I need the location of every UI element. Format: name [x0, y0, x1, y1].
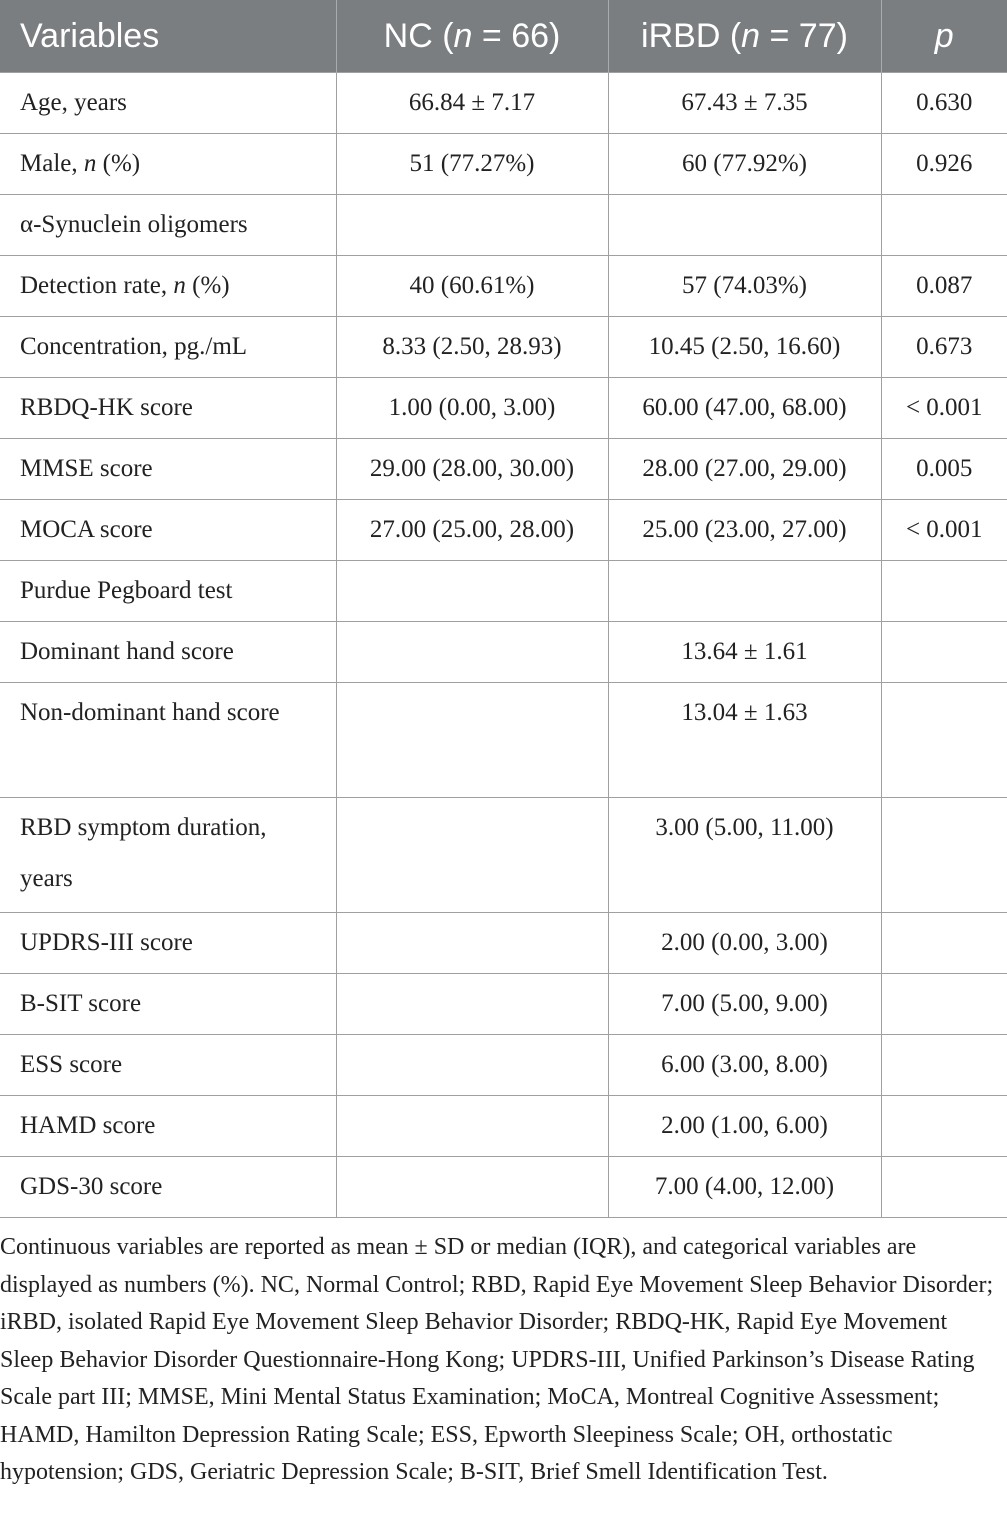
irbd-value: 67.43 ± 7.35	[608, 73, 881, 134]
nc-value	[336, 1035, 608, 1096]
row-label: α-Synuclein oligomers	[0, 195, 336, 256]
table-row	[0, 1096, 1007, 1157]
nc-value: 66.84 ± 7.17	[336, 73, 608, 134]
table-row	[0, 73, 1007, 134]
nc-value	[336, 798, 608, 913]
row-label: GDS-30 score	[0, 1157, 336, 1218]
row-label: RBD symptom duration, years	[0, 798, 336, 913]
header-nc-prefix: NC (	[383, 16, 454, 55]
row-label	[0, 134, 336, 195]
irbd-value: 25.00 (23.00, 27.00)	[608, 500, 881, 561]
nc-value	[336, 1157, 608, 1218]
p-value	[881, 913, 1007, 974]
irbd-value	[608, 195, 881, 256]
nc-value: 51 (77.27%)	[336, 134, 608, 195]
irbd-value: 2.00 (1.00, 6.00)	[608, 1096, 881, 1157]
nc-value	[336, 622, 608, 683]
nc-value: 40 (60.61%)	[336, 256, 608, 317]
irbd-value: 60 (77.92%)	[608, 134, 881, 195]
irbd-value	[608, 561, 881, 622]
nc-value	[336, 683, 608, 798]
p-value	[881, 683, 1007, 798]
p-value	[881, 798, 1007, 913]
irbd-value: 3.00 (5.00, 11.00)	[608, 798, 881, 913]
irbd-value: 60.00 (47.00, 68.00)	[608, 378, 881, 439]
row-label: MOCA score	[0, 500, 336, 561]
header-p-symbol: p	[934, 16, 954, 55]
nc-value: 27.00 (25.00, 28.00)	[336, 500, 608, 561]
row-label-text: Detection rate,	[20, 272, 174, 299]
header-nc	[336, 0, 608, 73]
header-variables: Variables	[0, 0, 336, 73]
table-footnote: Continuous variables are reported as mean ± SD or median (IQR), and categorical variables are displayed as numbers (%). NC, Normal Control; RBD, Rapid Eye Movement Sleep Behavior Disorder; iRBD, isolated Rapid Eye Movement Sleep Behavior Disorder; RBDQ-HK, Rapid Eye Movement Sleep Behavior Disorder Questionnaire-Hong Kong; UPDRS-III, Unified Parkinson’s Disease Rating Scale part III; MMSE, Mini Mental Status Examination; MoCA, Montreal Cognitive Assessment; HAMD, Hamilton Depression Rating Scale; ESS, Epworth Sleepiness Scale; OH, orthostatic hypotension; GDS, Geriatric Depression Scale; B-SIT, Brief Smell Identification Test.	[0, 1234, 994, 1485]
p-value	[881, 974, 1007, 1035]
row-label: Non-dominant hand score	[0, 683, 336, 798]
table-row	[0, 798, 1007, 913]
irbd-value: 28.00 (27.00, 29.00)	[608, 439, 881, 500]
irbd-value: 6.00 (3.00, 8.00)	[608, 1035, 881, 1096]
row-label-suffix: (%)	[96, 150, 141, 177]
table-row	[0, 195, 1007, 256]
table-row	[0, 974, 1007, 1035]
nc-value	[336, 1096, 608, 1157]
p-value	[881, 561, 1007, 622]
table-row	[0, 561, 1007, 622]
header-nc-suffix: = 66)	[472, 16, 561, 55]
irbd-value: 13.04 ± 1.63	[608, 683, 881, 798]
irbd-value: 7.00 (5.00, 9.00)	[608, 974, 881, 1035]
table-row	[0, 134, 1007, 195]
table-row	[0, 1157, 1007, 1218]
irbd-value: 13.64 ± 1.61	[608, 622, 881, 683]
header-p	[881, 0, 1007, 73]
header-irbd-suffix: = 77)	[760, 16, 848, 55]
table-row	[0, 378, 1007, 439]
row-label-n: n	[173, 272, 186, 299]
header-irbd-n: n	[741, 16, 761, 55]
row-label: B-SIT score	[0, 974, 336, 1035]
table-row	[0, 913, 1007, 974]
nc-value: 1.00 (0.00, 3.00)	[336, 378, 608, 439]
p-value	[881, 195, 1007, 256]
row-label: HAMD score	[0, 1096, 336, 1157]
table-row	[0, 500, 1007, 561]
p-value: 0.630	[881, 73, 1007, 134]
nc-value	[336, 913, 608, 974]
p-value	[881, 1096, 1007, 1157]
irbd-value: 57 (74.03%)	[608, 256, 881, 317]
nc-value	[336, 195, 608, 256]
header-irbd-prefix: iRBD (	[641, 16, 742, 55]
row-label: Age, years	[0, 73, 336, 134]
p-value: 0.087	[881, 256, 1007, 317]
header-nc-n: n	[453, 16, 473, 55]
p-value: 0.005	[881, 439, 1007, 500]
header-irbd	[608, 0, 881, 73]
irbd-value: 10.45 (2.50, 16.60)	[608, 317, 881, 378]
table-row	[0, 256, 1007, 317]
row-label-n: n	[83, 150, 97, 177]
table-row	[0, 439, 1007, 500]
table-row	[0, 683, 1007, 798]
p-value: < 0.001	[881, 378, 1007, 439]
nc-value: 29.00 (28.00, 30.00)	[336, 439, 608, 500]
table-header-row	[0, 0, 1007, 73]
nc-value	[336, 561, 608, 622]
row-label: ESS score	[0, 1035, 336, 1096]
row-label: Concentration, pg./mL	[0, 317, 336, 378]
row-label: MMSE score	[0, 439, 336, 500]
p-value	[881, 1157, 1007, 1218]
table-row	[0, 622, 1007, 683]
row-label: UPDRS-III score	[0, 913, 336, 974]
row-label-suffix: (%)	[185, 272, 230, 299]
irbd-value: 7.00 (4.00, 12.00)	[608, 1157, 881, 1218]
p-value: 0.926	[881, 134, 1007, 195]
row-label	[0, 256, 336, 317]
row-label: Purdue Pegboard test	[0, 561, 336, 622]
table-row	[0, 317, 1007, 378]
table-row	[0, 1035, 1007, 1096]
irbd-value: 2.00 (0.00, 3.00)	[608, 913, 881, 974]
p-value: < 0.001	[881, 500, 1007, 561]
nc-value: 8.33 (2.50, 28.93)	[336, 317, 608, 378]
p-value: 0.673	[881, 317, 1007, 378]
p-value	[881, 1035, 1007, 1096]
row-label: RBDQ-HK score	[0, 378, 336, 439]
row-label: Dominant hand score	[0, 622, 336, 683]
nc-value	[336, 974, 608, 1035]
p-value	[881, 622, 1007, 683]
row-label-text: Male,	[20, 150, 84, 177]
